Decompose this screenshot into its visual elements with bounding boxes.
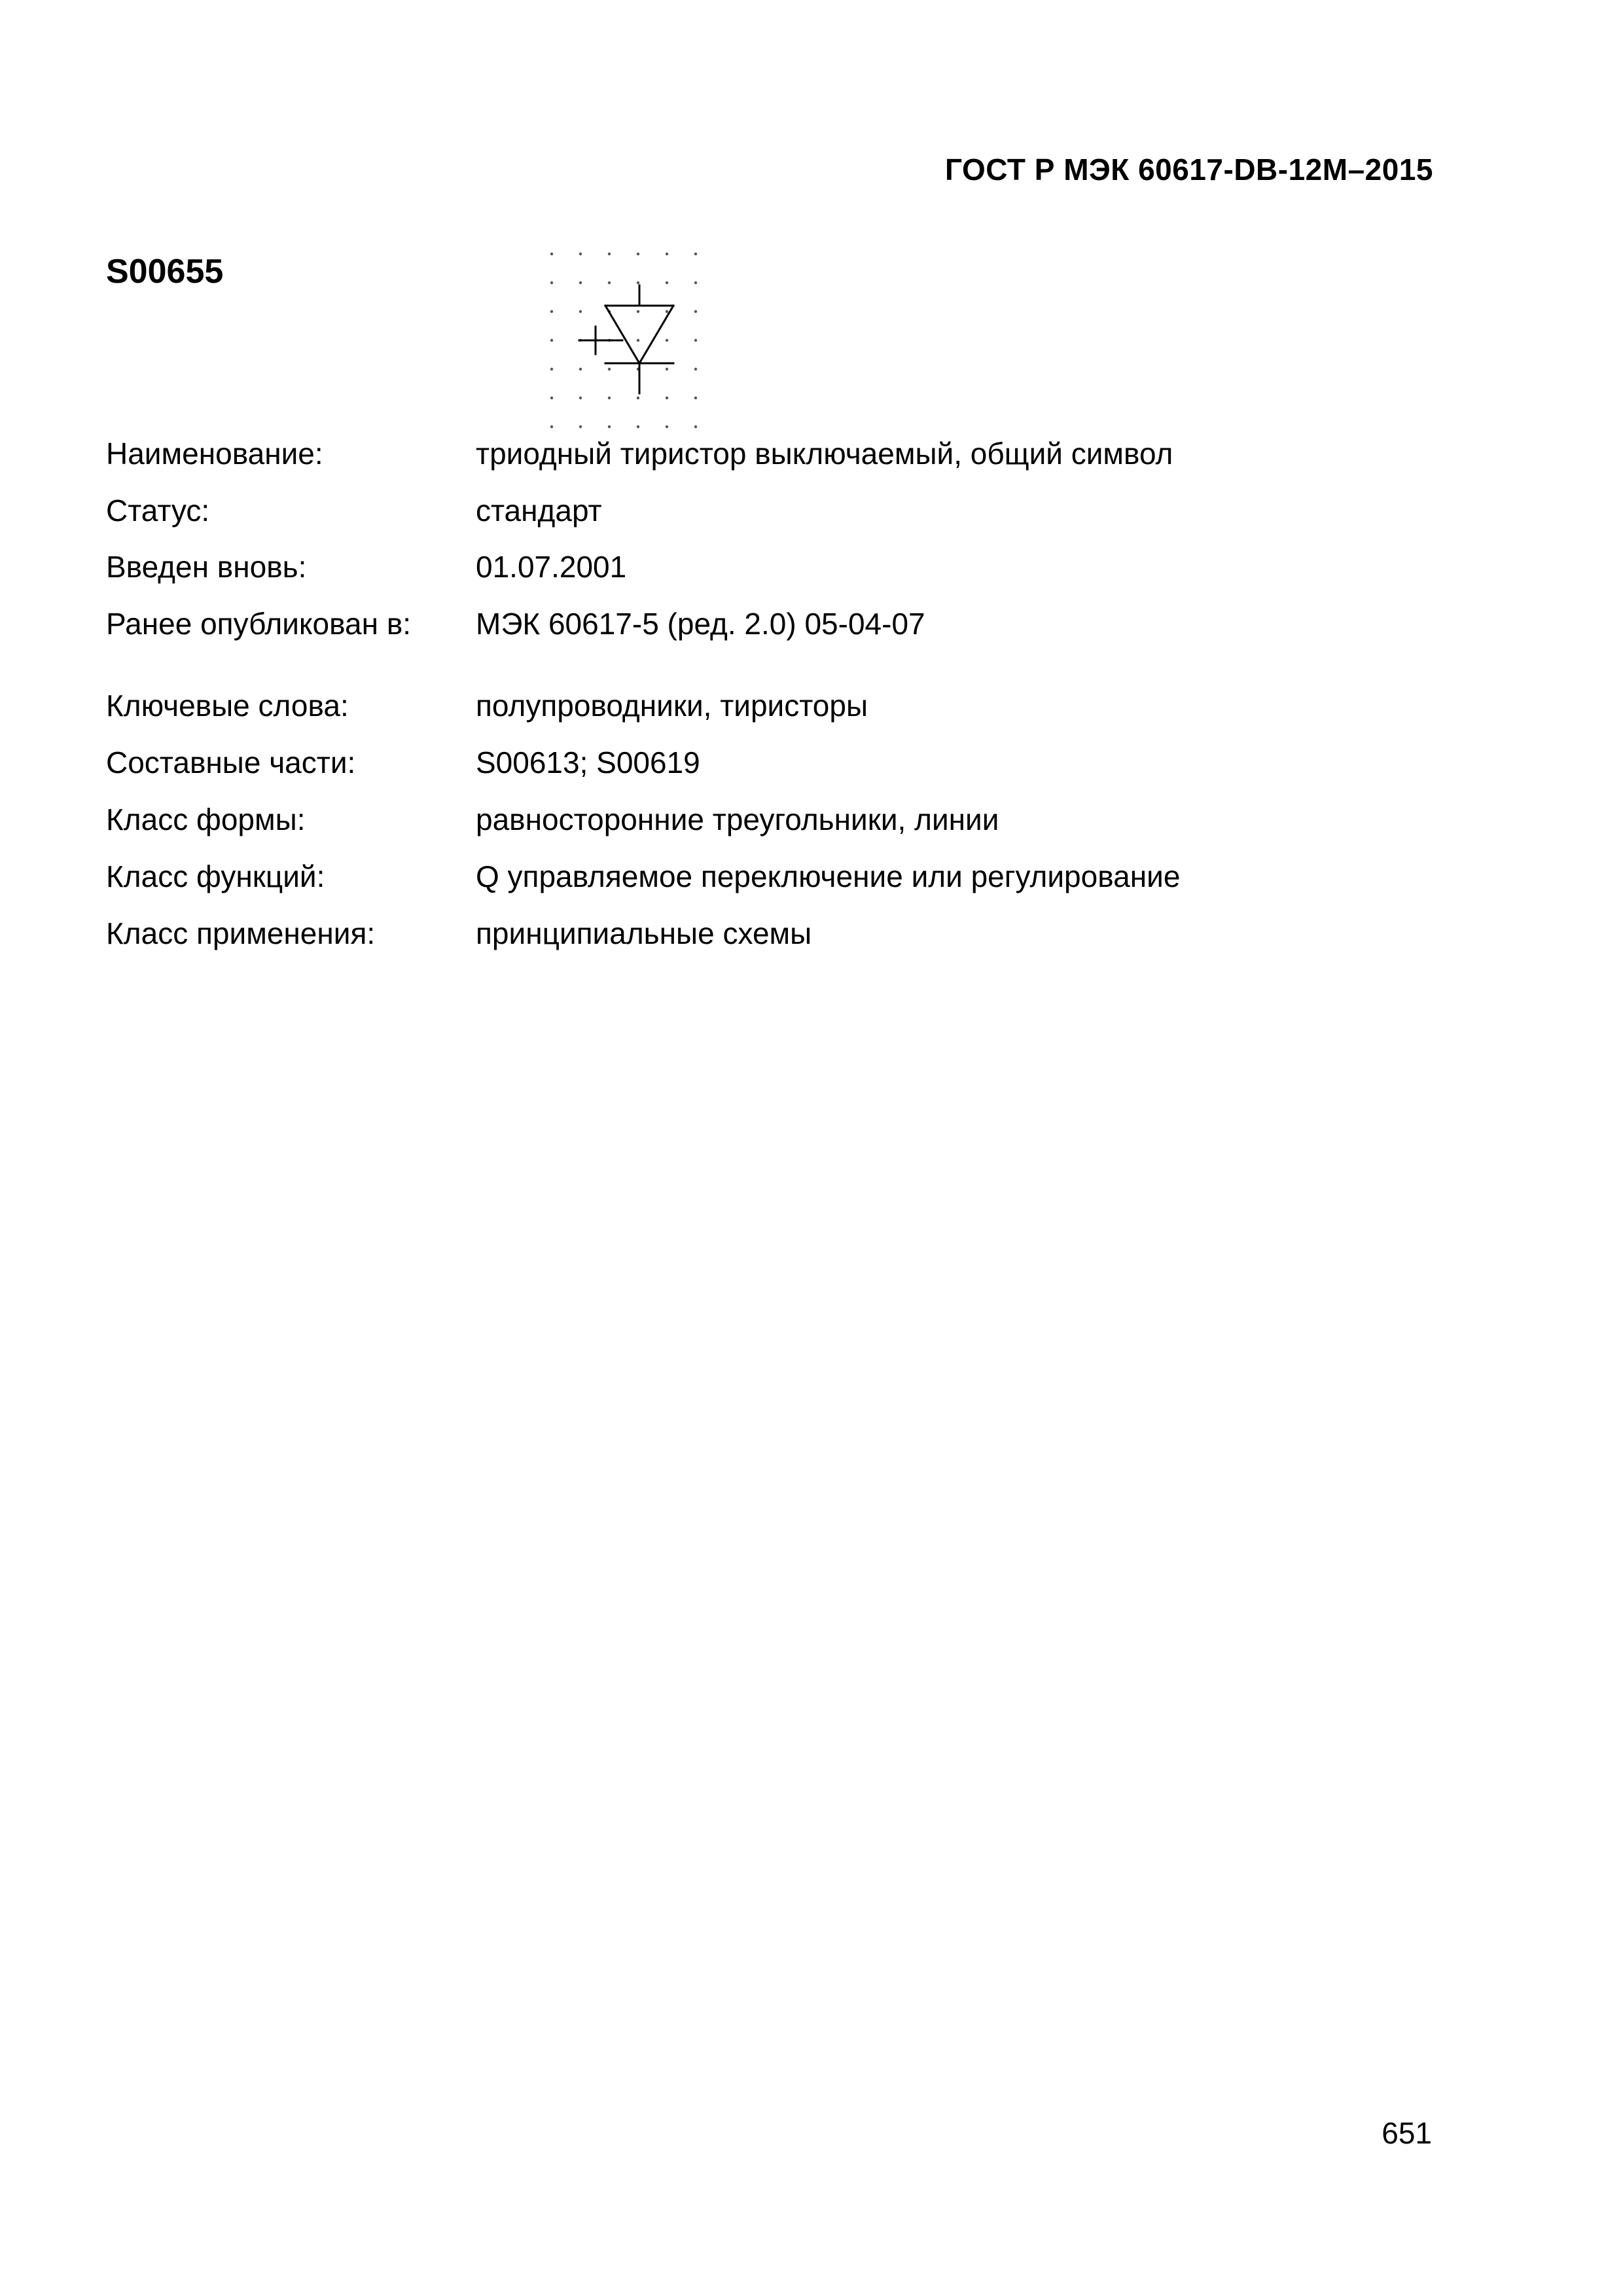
property-label: Составные части: <box>106 745 356 780</box>
grid-dot <box>579 253 582 255</box>
grid-dot <box>666 281 668 284</box>
grid-dot <box>666 368 668 370</box>
property-label: Введен вновь: <box>106 550 307 584</box>
symbol-triangle-left <box>605 306 639 363</box>
page-number: 651 <box>1382 2116 1432 2150</box>
grid-dot <box>550 425 553 428</box>
grid-dot <box>637 425 639 428</box>
property-label: Класс функций: <box>106 859 325 893</box>
grid-dot <box>550 281 553 284</box>
grid-dot <box>666 310 668 313</box>
thyristor-gto-symbol-icon <box>546 249 707 439</box>
grid-dot <box>550 397 553 399</box>
property-value: равносторонние треугольники, линии <box>476 802 999 836</box>
grid-dot <box>637 253 639 255</box>
grid-dot <box>637 310 639 313</box>
grid-dot <box>608 368 611 370</box>
property-value: Q управляемое переключение или регулирование <box>476 859 1181 893</box>
property-value: полупроводники, тиристоры <box>476 689 868 723</box>
grid-dot <box>579 281 582 284</box>
grid-dot <box>694 397 697 399</box>
property-label: Класс формы: <box>106 802 306 836</box>
page-header-standard: ГОСТ Р МЭК 60617-DB-12M–2015 <box>945 152 1433 187</box>
property-label: Ранее опубликован в: <box>106 607 412 641</box>
grid-dot <box>637 339 639 342</box>
symbol-grid-dots <box>550 253 697 428</box>
symbol-lines <box>579 285 673 393</box>
property-value: стандарт <box>476 493 602 528</box>
property-label: Класс применения: <box>106 916 376 950</box>
property-value: принципиальные схемы <box>476 916 812 950</box>
grid-dot <box>694 281 697 284</box>
grid-dot <box>694 368 697 370</box>
grid-dot <box>550 339 553 342</box>
grid-dot <box>637 281 639 284</box>
grid-dot <box>550 310 553 313</box>
property-value: 01.07.2001 <box>476 550 627 584</box>
grid-dot <box>666 339 668 342</box>
grid-dot <box>694 339 697 342</box>
grid-dot <box>694 310 697 313</box>
property-label: Ключевые слова: <box>106 689 349 723</box>
property-label: Статус: <box>106 493 210 528</box>
grid-dot <box>666 253 668 255</box>
property-value: S00613; S00619 <box>476 745 700 780</box>
grid-dot <box>694 253 697 255</box>
property-value: триодный тиристор выключаемый, общий символ <box>476 437 1173 471</box>
grid-dot <box>608 253 611 255</box>
grid-dot <box>694 425 697 428</box>
grid-dot <box>579 425 582 428</box>
grid-dot <box>608 281 611 284</box>
grid-dot <box>579 397 582 399</box>
property-value: МЭК 60617-5 (ред. 2.0) 05-04-07 <box>476 607 925 641</box>
grid-dot <box>637 397 639 399</box>
grid-dot <box>550 253 553 255</box>
symbol-triangle-right <box>639 306 673 363</box>
grid-dot <box>579 368 582 370</box>
grid-dot <box>666 397 668 399</box>
grid-dot <box>608 425 611 428</box>
grid-dot <box>608 397 611 399</box>
grid-dot <box>579 310 582 313</box>
grid-dot <box>666 425 668 428</box>
grid-dot <box>550 368 553 370</box>
symbol-id: S00655 <box>106 253 224 291</box>
property-label: Наименование: <box>106 437 323 471</box>
